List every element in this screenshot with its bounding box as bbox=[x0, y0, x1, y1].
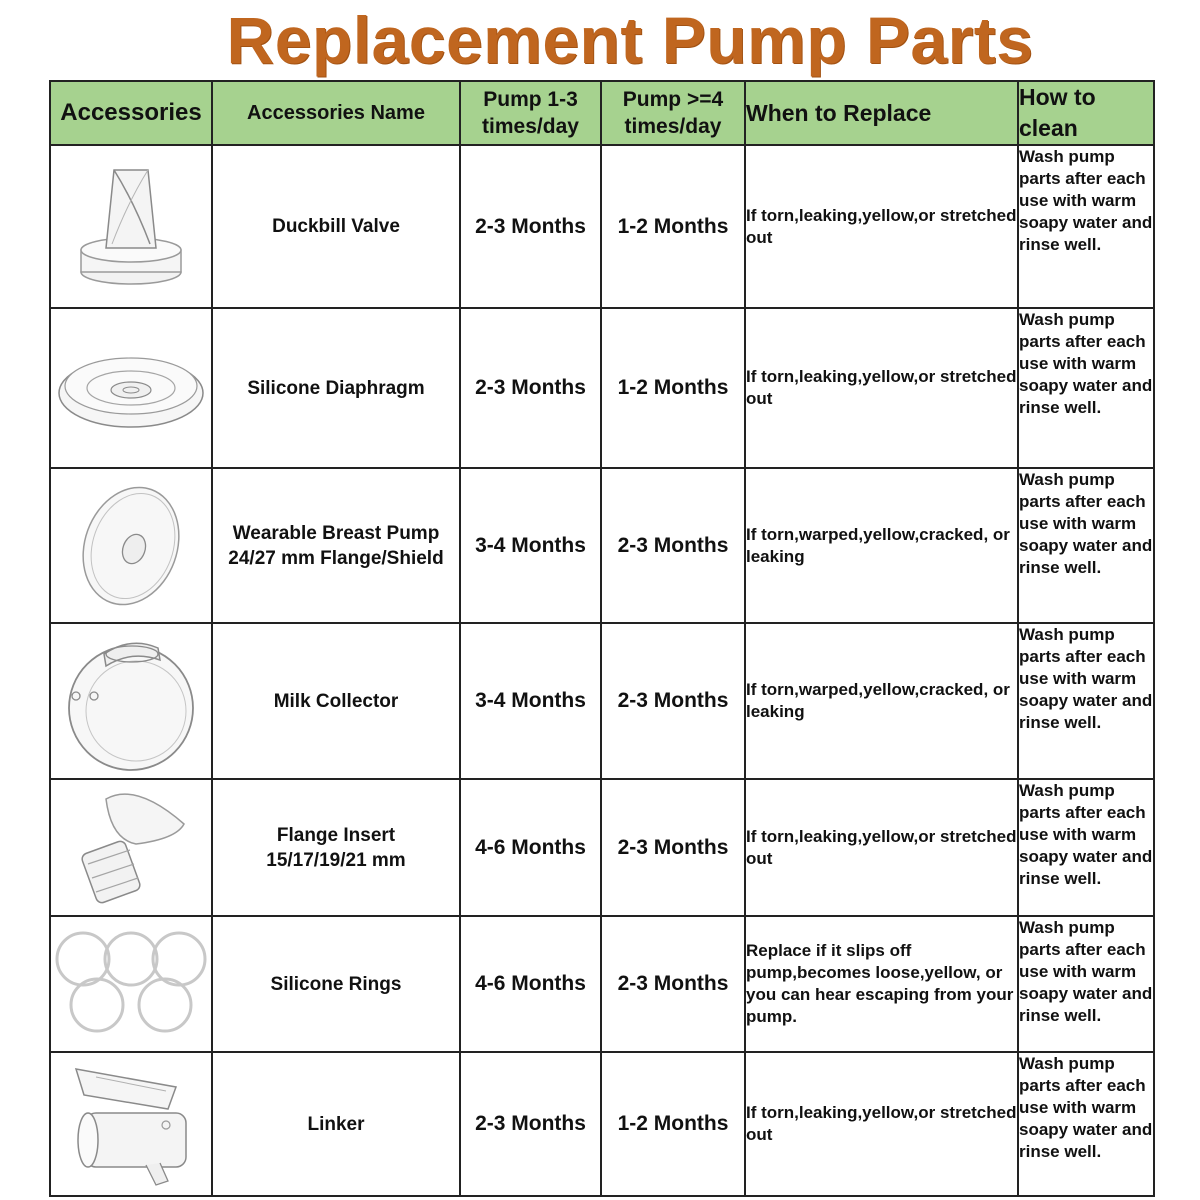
when-to-replace: Replace if it slips off pump,becomes loose,yellow, or you can hear escaping from your pump. bbox=[745, 916, 1018, 1052]
how-to-clean: Wash pump parts after each use with warm soapy water and rinse well. bbox=[1018, 1052, 1154, 1196]
accessory-image-cell bbox=[50, 623, 212, 779]
how-to-clean: Wash pump parts after each use with warm soapy water and rinse well. bbox=[1018, 916, 1154, 1052]
table-row bbox=[50, 916, 1154, 1052]
silicone-diaphragm-icon bbox=[56, 338, 206, 438]
accessory-name: Wearable Breast Pump 24/27 mm Flange/Shield bbox=[212, 468, 460, 623]
accessory-image-cell bbox=[50, 308, 212, 468]
replace-freq-1-3: 2-3 Months bbox=[460, 1052, 601, 1196]
accessory-name: Milk Collector bbox=[212, 623, 460, 779]
replace-freq-1-3: 4-6 Months bbox=[460, 779, 601, 916]
how-to-clean: Wash pump parts after each use with warm soapy water and rinse well. bbox=[1018, 623, 1154, 779]
table-row bbox=[50, 468, 1154, 623]
milk-collector-icon bbox=[56, 626, 206, 776]
accessory-name: Duckbill Valve bbox=[212, 145, 460, 308]
header-pump-4-line2: times/day bbox=[624, 115, 722, 138]
header-pump-1-3-line2: times/day bbox=[482, 115, 579, 138]
header-pump-1-3-line1: Pump 1-3 bbox=[483, 88, 578, 111]
table-row bbox=[50, 1052, 1154, 1196]
how-to-clean: Wash pump parts after each use with warm soapy water and rinse well. bbox=[1018, 779, 1154, 916]
replace-freq-1-3: 4-6 Months bbox=[460, 916, 601, 1052]
replace-freq-1-3: 3-4 Months bbox=[460, 623, 601, 779]
accessory-image-cell bbox=[50, 916, 212, 1052]
accessory-name: Linker bbox=[212, 1052, 460, 1196]
replace-freq-1-3: 2-3 Months bbox=[460, 145, 601, 308]
table-row bbox=[50, 145, 1154, 308]
how-to-clean: Wash pump parts after each use with warm soapy water and rinse well. bbox=[1018, 145, 1154, 308]
table-row bbox=[50, 308, 1154, 468]
replacement-parts-table bbox=[49, 80, 1155, 1197]
when-to-replace: If torn,leaking,yellow,or stretched out bbox=[745, 779, 1018, 916]
header-pump-1-3 bbox=[460, 81, 601, 145]
header-row bbox=[50, 81, 1154, 145]
when-to-replace: If torn,warped,yellow,cracked, or leaking bbox=[745, 468, 1018, 623]
how-to-clean: Wash pump parts after each use with warm soapy water and rinse well. bbox=[1018, 468, 1154, 623]
accessory-image-cell bbox=[50, 468, 212, 623]
header-pump-4-plus bbox=[601, 81, 745, 145]
header-when-to-replace: When to Replace bbox=[745, 81, 1018, 145]
accessory-name: Silicone Rings bbox=[212, 916, 460, 1052]
when-to-replace: If torn,leaking,yellow,or stretched out bbox=[745, 1052, 1018, 1196]
header-accessories: Accessories bbox=[50, 81, 212, 145]
replace-freq-4-plus: 2-3 Months bbox=[601, 623, 745, 779]
replace-freq-1-3: 3-4 Months bbox=[460, 468, 601, 623]
header-how-to-clean: How to clean bbox=[1018, 81, 1154, 145]
when-to-replace: If torn,leaking,yellow,or stretched out bbox=[745, 145, 1018, 308]
table-row bbox=[50, 779, 1154, 916]
replace-freq-4-plus: 2-3 Months bbox=[601, 916, 745, 1052]
replace-freq-4-plus: 2-3 Months bbox=[601, 779, 745, 916]
linker-icon bbox=[56, 1057, 206, 1191]
accessory-image-cell bbox=[50, 1052, 212, 1196]
when-to-replace: If torn,leaking,yellow,or stretched out bbox=[745, 308, 1018, 468]
table-row bbox=[50, 623, 1154, 779]
page-title: Replacement Pump Parts bbox=[226, 3, 1034, 77]
silicone-rings-icon bbox=[53, 929, 209, 1039]
replace-freq-4-plus: 2-3 Months bbox=[601, 468, 745, 623]
accessory-image-cell bbox=[50, 779, 212, 916]
replace-freq-1-3: 2-3 Months bbox=[460, 308, 601, 468]
flange-shield-icon bbox=[76, 481, 186, 611]
replace-freq-4-plus: 1-2 Months bbox=[601, 1052, 745, 1196]
accessory-image-cell bbox=[50, 145, 212, 308]
when-to-replace: If torn,warped,yellow,cracked, or leaking bbox=[745, 623, 1018, 779]
header-pump-4-line1: Pump >=4 bbox=[622, 88, 724, 111]
replace-freq-4-plus: 1-2 Months bbox=[601, 145, 745, 308]
header-accessories-name: Accessories Name bbox=[212, 81, 460, 145]
duckbill-valve-icon bbox=[76, 162, 186, 292]
how-to-clean: Wash pump parts after each use with warm soapy water and rinse well. bbox=[1018, 308, 1154, 468]
flange-insert-icon bbox=[66, 784, 196, 912]
accessory-name: Silicone Diaphragm bbox=[212, 308, 460, 468]
accessory-name: Flange Insert 15/17/19/21 mm bbox=[212, 779, 460, 916]
replace-freq-4-plus: 1-2 Months bbox=[601, 308, 745, 468]
